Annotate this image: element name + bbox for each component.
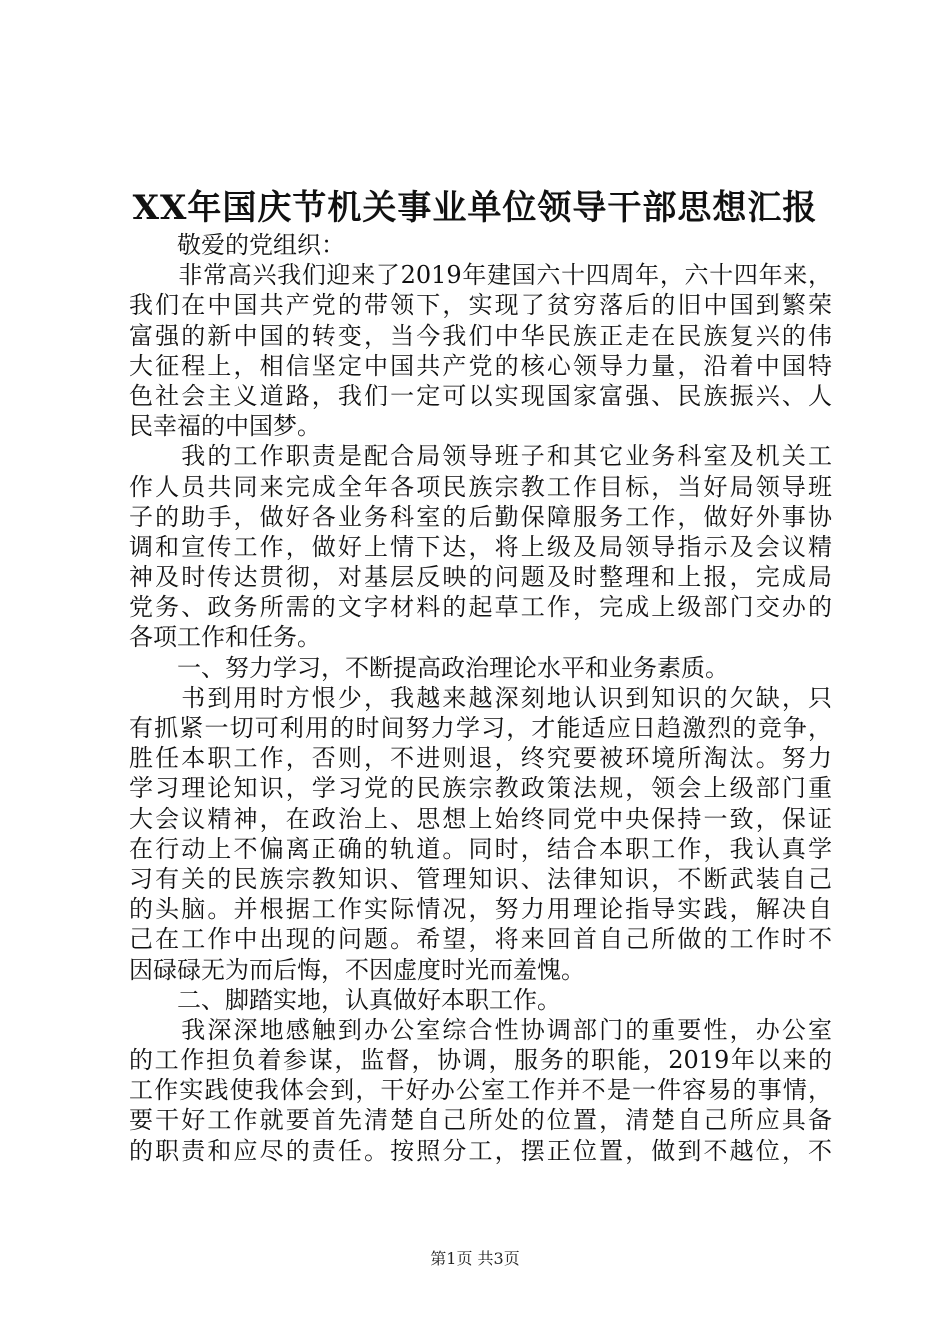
paragraph-line: 因碌碌无为而后悔，不因虚度时光而羞愧。: [129, 955, 585, 984]
paragraph-line: 胜任本职工作，否则，不进则退，终究要被环境所淘汰。努力: [129, 744, 832, 773]
paragraph-line: 我们在中国共产党的带领下，实现了贫穷落后的旧中国到繁荣: [129, 291, 832, 320]
section-heading-line: 二、脚踏实地，认真做好本职工作。: [129, 985, 561, 1014]
paragraph-line: 大征程上，相信坚定中国共产党的核心领导力量，沿着中国特: [129, 351, 832, 380]
paragraph-line: 我的工作职责是配合局领导班子和其它业务科室及机关工: [129, 442, 832, 471]
paragraph-line: 党务、政务所需的文字材料的起草工作，完成上级部门交办的: [129, 593, 832, 622]
paragraph-line: 的职责和应尽的责任。按照分工，摆正位置，做到不越位，不: [129, 1136, 832, 1165]
paragraph-line: 我深深地感触到办公室综合性协调部门的重要性，办公室: [129, 1015, 832, 1044]
paragraph-line: 习有关的民族宗教知识、管理知识、法律知识，不断武装自己: [129, 864, 832, 893]
paragraph-line: 己在工作中出现的问题。希望，将来回首自己所做的工作时不: [129, 925, 832, 954]
paragraph-line: 子的助手，做好各业务科室的后勤保障服务工作，做好外事协: [129, 502, 832, 531]
salutation-line: 敬爱的党组织：: [129, 231, 345, 259]
paragraph-line: 书到用时方恨少，我越来越深刻地认识到知识的欠缺，只: [129, 683, 832, 712]
page-footer: 第1页 共3页: [430, 1249, 520, 1268]
paragraph-line: 非常高兴我们迎来了2019年建国六十四周年，六十四年来，: [129, 261, 832, 290]
paragraph-line: 富强的新中国的转变，当今我们中华民族正走在民族复兴的伟: [129, 321, 832, 350]
paragraph-line: 神及时传达贯彻，对基层反映的问题及时整理和上报，完成局: [129, 563, 832, 592]
document-body: [129, 230, 832, 1166]
paragraph-line: 的头脑。并根据工作实际情况，努力用理论指导实践，解决自: [129, 895, 832, 924]
paragraph-line: 在行动上不偏离正确的轨道。同时，结合本职工作，我认真学: [129, 834, 832, 863]
paragraph-line: 工作实践使我体会到，干好办公室工作并不是一件容易的事情，: [129, 1076, 832, 1105]
paragraph-line: 各项工作和任务。: [129, 623, 321, 652]
document-title: XX年国庆节机关事业单位领导干部思想汇报: [132, 188, 818, 228]
paragraph-line: 作人员共同来完成全年各项民族宗教工作目标，当好局领导班: [129, 472, 832, 501]
paragraph-line: 有抓紧一切可利用的时间努力学习，才能适应日趋激烈的竞争，: [129, 714, 832, 742]
section-heading-line: 一、努力学习，不断提高政治理论水平和业务素质。: [129, 653, 729, 682]
paragraph-line: 色社会主义道路，我们一定可以实现国家富强、民族振兴、人: [129, 381, 832, 410]
paragraph-line: 要干好工作就要首先清楚自己所处的位置，清楚自己所应具备: [129, 1106, 832, 1135]
paragraph-line: 学习理论知识，学习党的民族宗教政策法规，领会上级部门重: [129, 774, 832, 803]
paragraph-line: 调和宣传工作，做好上情下达，将上级及局领导指示及会议精: [129, 532, 832, 561]
paragraph-line: 民幸福的中国梦。: [129, 412, 321, 441]
paragraph-line: 的工作担负着参谋，监督，协调，服务的职能，2019年以来的: [129, 1046, 832, 1075]
paragraph-line: 大会议精神，在政治上、思想上始终同党中央保持一致，保证: [129, 804, 832, 833]
